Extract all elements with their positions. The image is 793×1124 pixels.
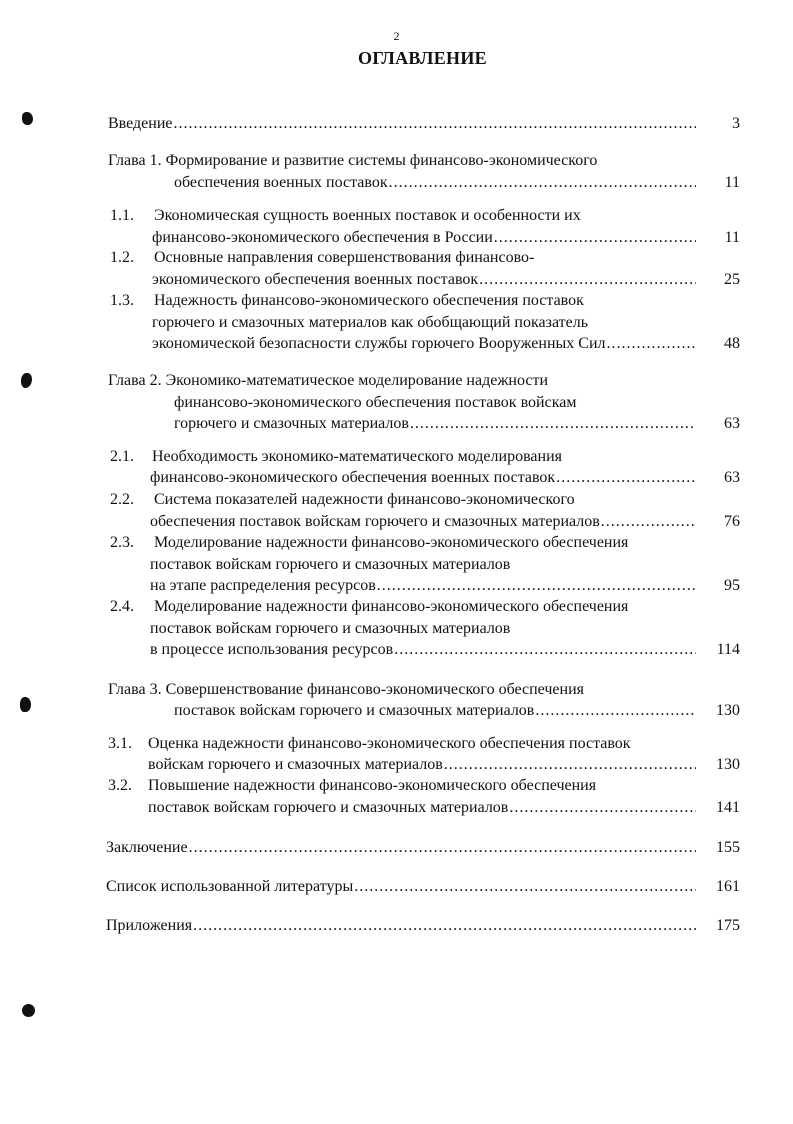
toc-ch3-line1: Глава 3. Совершенствование финансово-экономического обеспечения xyxy=(108,681,585,698)
toc-entry-s1-2 xyxy=(152,270,700,290)
leader-dots xyxy=(389,173,696,193)
toc-s3-1-page: 130 xyxy=(716,756,740,773)
leader-dots xyxy=(377,576,696,596)
toc-entry-s2-2 xyxy=(150,512,700,532)
toc-entry-s1-3 xyxy=(152,334,700,354)
toc-entry-conclusion xyxy=(106,838,700,858)
toc-s2-4-number: 2.4. xyxy=(110,598,134,615)
leader-dots xyxy=(556,468,696,488)
toc-s3-1-line1: Оценка надежности финансово-экономического обеспечения поставок xyxy=(148,735,631,752)
toc-s2-3-line1: Моделирование надежности финансово-экономического обеспечения xyxy=(154,534,629,551)
toc-s2-1-line2: финансово-экономического обеспечения военных поставок xyxy=(150,469,556,486)
toc-s2-4-page: 114 xyxy=(716,641,740,658)
leader-dots xyxy=(410,414,696,434)
toc-s1-1-line1: Экономическая сущность военных поставок и особенности их xyxy=(154,207,581,224)
toc-intro-label: Введение xyxy=(108,115,173,132)
toc-ch2-line1: Глава 2. Экономико-математическое моделирование надежности xyxy=(108,372,548,389)
toc-s2-3-page: 95 xyxy=(724,577,740,594)
toc-references-label: Список использованной литературы xyxy=(106,878,354,895)
toc-ch2-line3: горючего и смазочных материалов xyxy=(174,415,409,432)
toc-intro-page: 3 xyxy=(732,115,740,132)
toc-s1-2-line2: экономического обеспечения военных поставок xyxy=(152,271,479,288)
leader-dots xyxy=(189,838,696,858)
scan-mark xyxy=(22,1004,35,1017)
toc-entry-ch1 xyxy=(174,173,700,193)
toc-appendix-page: 175 xyxy=(716,917,740,934)
leader-dots xyxy=(601,512,696,532)
toc-s1-3-line3: экономической безопасности службы горючего Вооруженных Сил xyxy=(152,335,606,352)
toc-s3-2-page: 141 xyxy=(716,799,740,816)
toc-s1-1-number: 1.1. xyxy=(110,207,134,224)
toc-ch1-page: 11 xyxy=(724,174,740,191)
toc-s2-3-number: 2.3. xyxy=(110,534,134,551)
toc-s1-1-line2: финансово-экономического обеспечения в России xyxy=(152,229,493,246)
toc-entry-ch2 xyxy=(174,414,700,434)
toc-ch2-page: 63 xyxy=(724,415,740,432)
toc-ch3-page: 130 xyxy=(716,702,740,719)
toc-s1-3-number: 1.3. xyxy=(110,292,134,309)
toc-appendix-label: Приложения xyxy=(106,917,193,934)
toc-s1-3-page: 48 xyxy=(724,335,740,352)
toc-s1-2-page: 25 xyxy=(724,271,740,288)
toc-s1-3-line1: Надежность финансово-экономического обеспечения поставок xyxy=(154,292,584,309)
toc-s2-1-line1: Необходимость экономико-математического моделирования xyxy=(152,448,563,465)
page-number: 2 xyxy=(393,29,400,43)
leader-dots xyxy=(193,916,696,936)
toc-s2-4-line1: Моделирование надежности финансово-экономического обеспечения xyxy=(154,598,629,615)
toc-ch2-line2: финансово-экономического обеспечения поставок войскам xyxy=(174,394,577,411)
toc-entry-intro xyxy=(108,114,700,134)
toc-conclusion-label: Заключение xyxy=(106,839,188,856)
toc-s2-3-line3: на этапе распределения ресурсов xyxy=(150,577,376,594)
leader-dots xyxy=(535,701,696,721)
toc-s2-4-line2: поставок войскам горючего и смазочных материалов xyxy=(150,620,511,637)
leader-dots xyxy=(494,228,696,248)
toc-entry-s3-1 xyxy=(148,755,700,775)
toc-s3-2-line2: поставок войскам горючего и смазочных материалов xyxy=(148,799,509,816)
leader-dots xyxy=(607,334,697,354)
toc-ch1-line1: Глава 1. Формирование и развитие системы финансово-экономического xyxy=(108,152,598,169)
toc-entry-s2-3 xyxy=(150,576,700,596)
toc-s2-1-number: 2.1. xyxy=(110,448,134,465)
toc-s1-2-number: 1.2. xyxy=(110,249,134,266)
toc-s2-3-line2: поставок войскам горючего и смазочных материалов xyxy=(150,556,511,573)
leader-dots xyxy=(354,877,696,897)
toc-entry-ch3 xyxy=(174,701,700,721)
toc-s2-2-line2: обеспечения поставок войскам горючего и смазочных материалов xyxy=(150,513,600,530)
leader-dots xyxy=(174,114,697,134)
leader-dots xyxy=(394,640,696,660)
toc-s2-2-page: 76 xyxy=(724,513,740,530)
toc-s1-1-page: 11 xyxy=(724,229,740,246)
leader-dots xyxy=(509,798,696,818)
toc-s3-2-number: 3.2. xyxy=(108,777,132,794)
toc-entry-s1-1 xyxy=(152,228,700,248)
toc-s1-3-line2: горючего и смазочных материалов как обобщающий показатель xyxy=(152,314,588,331)
toc-references-page: 161 xyxy=(716,878,740,895)
toc-entry-s3-2 xyxy=(148,798,700,818)
toc-s2-4-line3: в процессе использования ресурсов xyxy=(150,641,394,658)
page-title: ОГЛАВЛЕНИЕ xyxy=(358,48,487,68)
toc-conclusion-page: 155 xyxy=(716,839,740,856)
toc-entry-appendix xyxy=(106,916,700,936)
toc-ch3-line2: поставок войскам горючего и смазочных материалов xyxy=(174,702,535,719)
scan-mark xyxy=(22,112,33,125)
toc-s2-1-page: 63 xyxy=(724,469,740,486)
leader-dots xyxy=(479,270,696,290)
scan-mark xyxy=(21,373,32,388)
scan-mark xyxy=(20,697,31,712)
toc-entry-s2-4 xyxy=(150,640,700,660)
toc-s2-2-line1: Система показателей надежности финансово-экономического xyxy=(154,491,575,508)
toc-s3-1-number: 3.1. xyxy=(108,735,132,752)
toc-s1-2-line1: Основные направления совершенствования финансово- xyxy=(154,249,535,266)
toc-s3-2-line1: Повышение надежности финансово-экономического обеспечения xyxy=(148,777,597,794)
toc-ch1-line2: обеспечения военных поставок xyxy=(174,174,388,191)
toc-s2-2-number: 2.2. xyxy=(110,491,134,508)
toc-entry-s2-1 xyxy=(150,468,700,488)
toc-entry-references xyxy=(106,877,700,897)
toc-s3-1-line2: войскам горючего и смазочных материалов xyxy=(148,756,443,773)
leader-dots xyxy=(444,755,696,775)
